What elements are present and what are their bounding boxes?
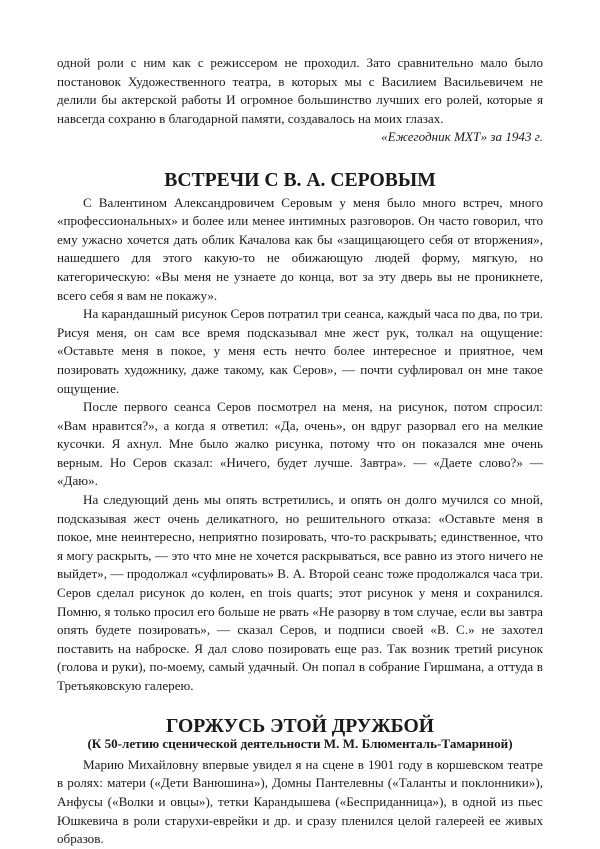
friendship-paragraph-1: Марию Михайловну впервые увидел я на сцене в 1901 году в коршевском театре в ролях: матери («Дети Ванюшина»), Домны Пантелевны («Таланты и поклонники»), Анфусы («Волки и овцы»), тетки Карандышева («Бесприданница»), в одной из пьес Юшкевича в роли старухи-еврейки и др. и сразу пленился целой галереей ее живых образов. <box>57 756 543 847</box>
serov-paragraph-1: С Валентином Александровичем Серовым у меня было много встреч, много «профессиональных» и более или менее интимных разговоров. Он часто говорил, что ему ужасно хочется дать облик Качалова как бы «защищающего себя от вторжения», нашедшего для этого какую-то не обижающую людей форму, мягкую, но категорическую: «Вы меня не узнаете до конца, вот за эту дверь вы не проникнете, всего себя я вам не покажу». <box>57 194 543 303</box>
section-subtitle-friendship: (К 50-летию сценической деятельности М. М. Блюменталь-Тамариной) <box>87 736 513 752</box>
section-title-friendship: ГОРЖУСЬ ЭТОЙ ДРУЖБОЙ <box>165 714 435 737</box>
serov-paragraph-2: На карандашный рисунок Серов потратил три сеанса, каждый часа по два, по три. Рисуя меня, он сам все время подсказывал мне жест рук, толкал на ощущение: «Оставьте меня в покое, у меня есть нечто более интересное и приятное, чем позировать художнику, даже такому, как Серов», — почти суфлировал он мне такое ощущение. <box>57 306 543 396</box>
document-page <box>57 54 543 849</box>
serov-paragraph-4: На следующий день мы опять встретились, и опять он долго мучился со мной, подсказывая жест очень деликатного, но решительного отказа: «Оставьте меня в покое, мне неинтересно, неприятно позировать, что-то раскрывать; единственное, что я могу раскрыть, — это что мне не хочется раскрываться, все равно из этого ничего не выйдет», — продолжал «суфлировать» В. А. Второй сеанс тоже продолжался часа три. Серов сделал рисунок до колен, en trois quarts; этот рисунок у меня и сохранился. Помню, я только просил его больше не рвать «Не разорву в том случае, если вы завтра опять будете позировать», — сказал Серов, и подписи своей «В. С.» не захотел поставить на наброске. Я дал слово позировать еще раз. Так возник третий рисунок (голова и руки), по-моему, самый удачный. Он попал в собрание Гиршмана, а оттуда в Третьяковскую галерею. <box>57 492 543 693</box>
source-citation: «Ежегодник МХТ» за 1943 г. <box>381 129 543 145</box>
serov-paragraph-3: После первого сеанса Серов посмотрел на меня, на рисунок, потом спросил: «Вам нравится?», а когда я ответил: «Да, очень», он вдруг разорвал его на мелкие кусочки. Я ахнул. Мне было жалко рисунка, потому что он показался мне очень верным. Но Серов сказал: «Ничего, будет лучше. Завтра». — «Даете слово?» — «Даю». <box>57 399 543 489</box>
section-title-serov: ВСТРЕЧИ С В. А. СЕРОВЫМ <box>164 168 436 191</box>
intro-paragraph: одной роли с ним как с режиссером не проходил. Зато сравнительно мало было постановок Художественного театра, в которых мы с Василием Васильевичем не делили бы актерской работы И огромное большинство лучших его ролей, которые я навсегда сохраню в благодарной памяти, создавалось на моих глазах. <box>57 55 543 126</box>
